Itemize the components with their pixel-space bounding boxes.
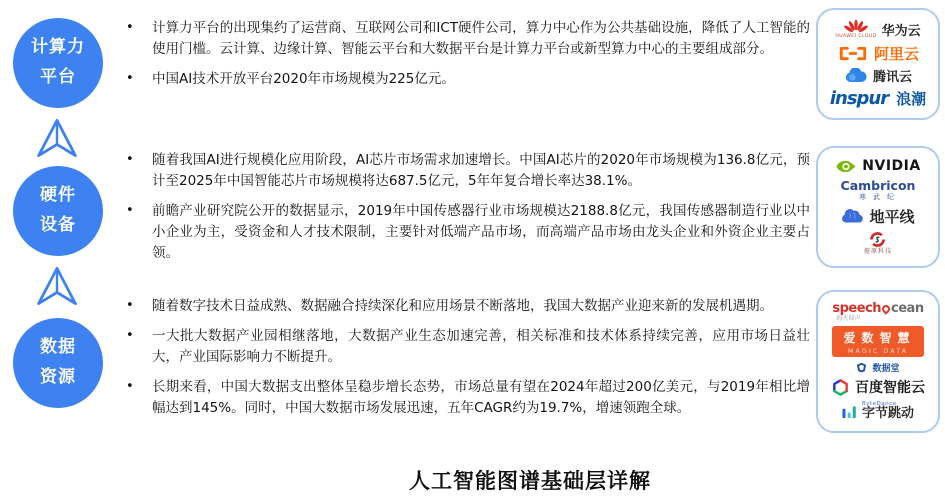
logo-huawei-cloud — [835, 19, 920, 40]
bullet-marker — [126, 150, 152, 192]
bullet-text: 随着我国AI进行规模化应用阶段，AI芯片市场需求加速增长。中国AI芯片的2020年市场规模为136.8亿元，预计至2025年中国智能芯片市场规模将达687.5亿元，5年年复合增长率达38.1%。 — [152, 152, 810, 189]
baidu-cloud-hexagon-icon — [831, 378, 850, 397]
inspur-label: 浪潮 — [896, 90, 927, 109]
bytedance-label: 字节跳动 — [861, 406, 914, 422]
circle-hardware-equipment — [13, 166, 103, 256]
speechocean-wordmark — [832, 302, 923, 316]
nvidia-brand-text: NVIDIA — [862, 158, 921, 175]
cambricon-brand-text: Cambricon — [840, 177, 916, 193]
nvidia-eye-icon — [835, 159, 857, 174]
datatang-label: 数据堂 — [872, 363, 900, 374]
section-data-bullets — [126, 296, 810, 428]
circle-label-line: 硬件 — [40, 185, 76, 206]
bullet-marker — [126, 69, 152, 90]
bullet-item — [126, 201, 810, 264]
logo-inspur — [830, 88, 926, 109]
bytedance-text-wrap — [862, 401, 914, 421]
circle-label-line: 计算力 — [31, 37, 85, 58]
logo-box-data-vendors — [816, 290, 940, 433]
magicdata-brand-text: MAGIC DATA — [847, 347, 909, 356]
bullet-item — [126, 377, 810, 419]
bullet-text: 一大批大数据产业园相继落地，大数据产业生态加速完善，相关标准和技术体系持续完善，应用市场日益壮大，产业国际影响力不断提升。 — [152, 327, 810, 365]
huawei-cloud-label: 华为云 — [881, 23, 921, 39]
up-arrow-icon — [33, 116, 81, 160]
logo-bytedance — [842, 401, 914, 421]
circle-label-line: 设备 — [40, 215, 76, 235]
logo-alibaba-cloud — [837, 43, 919, 64]
bullet-marker — [126, 18, 152, 60]
enflame-ring-icon — [869, 231, 886, 248]
bullet-text: 中国AI技术开放平台2020年市场规模为225亿元。 — [152, 70, 455, 87]
circle-computing-power-platform — [13, 18, 103, 108]
huawei-sub-text: HUAWEI CLOUD — [835, 33, 877, 39]
bullet-item — [126, 18, 810, 60]
huawei-fan-wrap — [835, 19, 876, 40]
bullet-marker — [126, 377, 152, 419]
huawei-logo-icon — [843, 19, 869, 34]
bullet-item — [126, 326, 810, 368]
horizon-brain-icon — [841, 208, 864, 224]
page-title: 人工智能图谱基础层详解 — [409, 469, 651, 493]
logo-enflame — [864, 231, 892, 256]
alibaba-cloud-label: 阿里云 — [873, 44, 919, 63]
section-computing-bullets — [126, 18, 810, 99]
bytedance-brand-text: ByteDance — [861, 401, 897, 408]
tencent-cloud-icon — [844, 68, 868, 83]
logo-magicdata — [832, 326, 923, 357]
logo-box-cloud-vendors — [816, 8, 940, 120]
logo-baidu-ai-cloud — [831, 377, 925, 397]
logo-box-chip-vendors — [816, 146, 940, 268]
datatang-shield-icon — [856, 362, 867, 373]
speechocean-brand-right: cean — [891, 300, 924, 316]
tencent-cloud-label: 腾讯云 — [872, 70, 912, 86]
baidu-ai-cloud-label: 百度智能云 — [855, 380, 925, 397]
logo-speechocean — [832, 302, 923, 323]
logo-horizon-robotics — [841, 206, 914, 227]
bytedance-bars-icon — [842, 404, 857, 419]
speechocean-brand-left: speech — [832, 300, 882, 316]
circle-label-line: 数据 — [40, 337, 76, 358]
alibaba-cloud-icon — [837, 46, 869, 61]
bullet-text: 计算力平台的出现集约了运营商、互联网公司和ICT硬件公司，算力中心作为公共基础设施，降低了人工智能的使用门槛。云计算、边缘计算、智能云平台和大数据平台是计算力平台或新型算力中心的主要组成部分。 — [152, 20, 810, 57]
bullet-marker — [126, 201, 152, 264]
circle-label-line: 资源 — [40, 367, 76, 387]
speechocean-label: 海天瑞声 — [836, 314, 861, 322]
bullet-text: 前瞻产业研究院公开的数据显示，2019年中国传感器行业市场规模达2188.8亿元，我国传感器制造行业以中小企业为主，受资金和人才技术限制，主要针对低端产品市场，而高端产品市场由龙头企业和外资企业主要占领。 — [152, 202, 810, 261]
bullet-marker — [126, 326, 152, 368]
bullet-item — [126, 69, 810, 90]
bullet-marker — [126, 296, 152, 317]
enflame-label: 燧原科技 — [863, 248, 892, 255]
circle-label-line: 平台 — [40, 67, 76, 87]
bullet-item — [126, 150, 810, 192]
speechocean-o-icon — [880, 303, 891, 314]
bullet-text: 随着数字技术日益成熟、数据融合持续深化和应用场景不断落地，我国大数据产业迎来新的发展机遇期。 — [152, 298, 773, 314]
logo-datatang — [856, 361, 899, 374]
horizon-label: 地平线 — [869, 207, 915, 226]
up-arrow-icon — [33, 264, 81, 308]
logo-nvidia — [835, 158, 920, 174]
circle-data-resources — [13, 318, 103, 408]
magicdata-label: 爱数智慧 — [843, 331, 916, 346]
inspur-brand-text: inspur — [829, 88, 889, 110]
bullet-item — [126, 296, 810, 317]
bullet-text: 长期来看，中国大数据支出整体呈稳步增长态势，市场总量有望在2024年超过200亿美元，与2019年相比增幅达到145%。同时，中国大数据市场发展迅速，五年CAGR约为19.7%，增速领跑全球。 — [152, 378, 810, 416]
section-hardware-bullets — [126, 150, 810, 273]
logo-tencent-cloud — [844, 66, 912, 85]
logo-cambricon — [841, 179, 916, 201]
cambricon-label: 寒武纪 — [859, 192, 901, 201]
